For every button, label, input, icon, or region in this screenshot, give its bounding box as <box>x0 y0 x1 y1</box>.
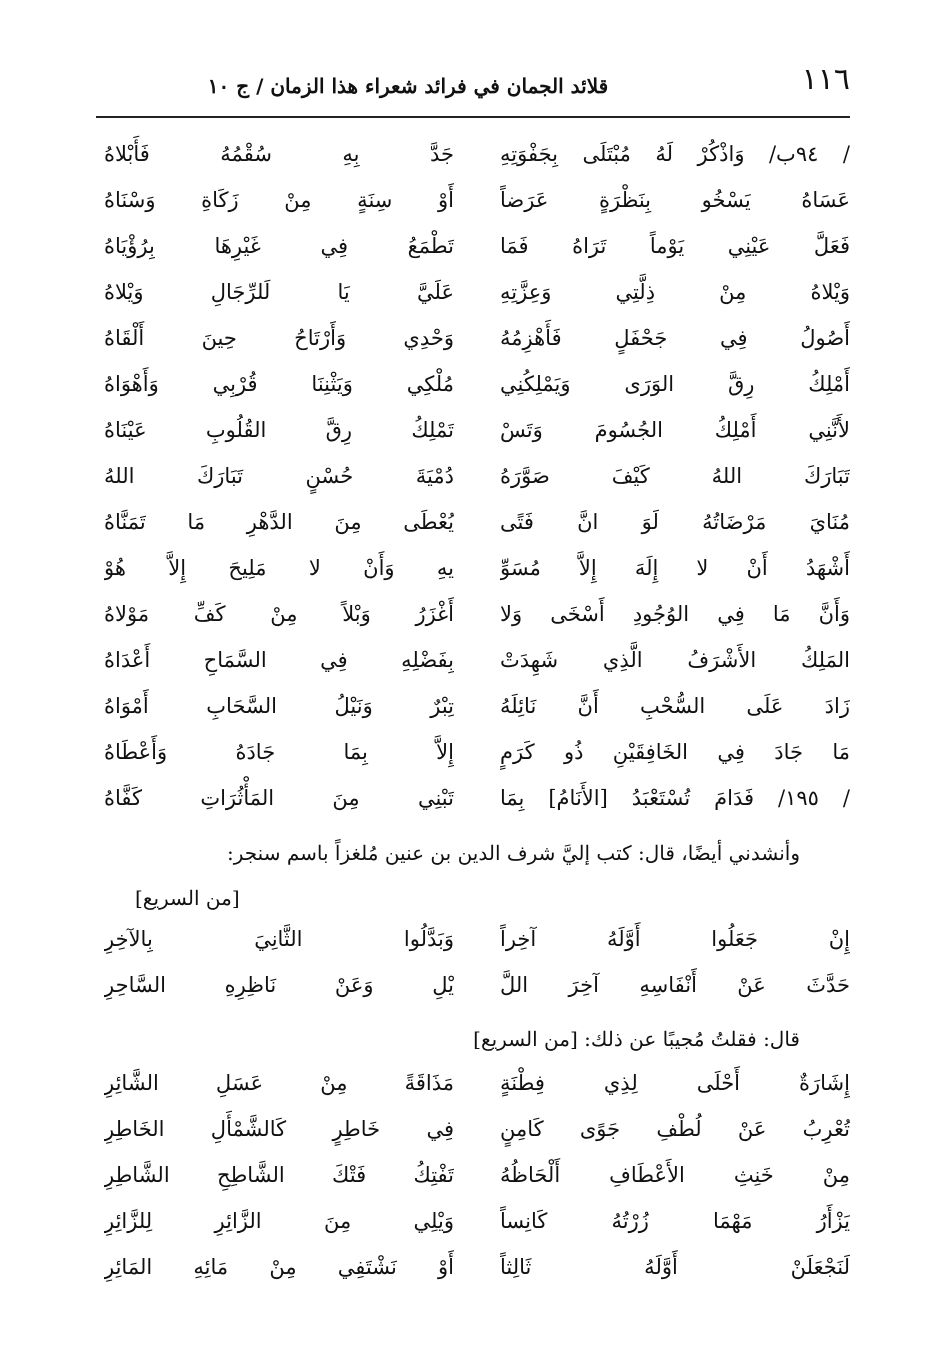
verse <box>96 916 850 962</box>
verse-second-hemistich: وَيْلِي مِنَ الزَّائِرِ لِلزَّائِرِ <box>104 1209 454 1233</box>
verse-first-hemistich: / ٩٤ب/ وَاذْكُرْ لَهُ مُبْتَلَى بِجَفْوَتِهِ <box>500 142 850 166</box>
verse <box>96 729 850 775</box>
verse <box>96 683 850 729</box>
verse-second-hemistich: بِفَضْلِهِ فِي السَّمَاحِ أَعْدَاهُ <box>104 648 454 672</box>
verse-first-hemistich: تُعْرِبُ عَنْ لُطْفِ جَوًى كَامِنٍ <box>500 1117 850 1141</box>
verse <box>96 1198 850 1244</box>
poem-2 <box>96 916 850 1008</box>
verse-second-hemistich: مُلْكِي وَيَثْنِنَا قُرْبِي وَأَهْوَاهُ <box>104 372 454 396</box>
poem-3 <box>96 1060 850 1290</box>
verse-second-hemistich: تَطْمَعُ فِي غَيْرِهَا بِرُؤْيَاهُ <box>104 234 454 258</box>
verse-second-hemistich: يُعْطَى مِنَ الدَّهْرِ مَا تَمَنَّاهُ <box>104 510 454 534</box>
verse <box>96 591 850 637</box>
verse-first-hemistich: لأَنَّنِي أَمْلِكُ الجُسُومَ وَتَسْ <box>500 418 850 442</box>
verse-first-hemistich: أَشْهَدُ أَنْ لا إِلَهَ إِلاَّ مُسَوِّ <box>500 556 850 580</box>
verse-second-hemistich: تَبْنِي مِنَ المَأْثُرَاتِ كَفَّاهُ <box>104 786 454 810</box>
page-header <box>96 60 850 116</box>
verse-second-hemistich: تِبْرٌ وَنَيْلُ السَّحَابِ أَمْوَاهُ <box>104 694 454 718</box>
meter-label: [من السريع] <box>473 1027 578 1051</box>
verse-first-hemistich: مَا جَادَ فِي الخَافِقَيْنِ ذُو كَرَمٍ <box>500 740 850 764</box>
verse-first-hemistich: وَيْلاهُ مِنْ ذِلَّتِي وَعِزَّتِهِ <box>500 280 850 304</box>
running-title: قلائد الجمان في فرائد شعراء هذا الزمان / ج ١٠ <box>207 74 609 98</box>
verse-first-hemistich: المَلِكُ الأَشْرَفُ الَّذِي شَهِدَتْ <box>500 648 850 672</box>
verse-first-hemistich: / ١٩٥/ فَدَامَ تُسْتَعْبَدُ [الأَنَامُ] بِمَا <box>500 786 850 810</box>
verse <box>96 315 850 361</box>
verse-second-hemistich: أَوْ سِنَةٍ مِنْ زَكَاةِ وَسْنَاهُ <box>104 188 454 212</box>
verse-first-hemistich: عَسَاهُ يَسْخُو بِنَظْرَةٍ عَرَضاً <box>500 188 850 212</box>
verse-second-hemistich: وَبَدَّلُوا الثَّانِيَ بِالآخِرِ <box>104 927 454 951</box>
verse-second-hemistich: إِلاَّ بِمَا جَادَهُ وَأَعْطَاهُ <box>104 740 454 764</box>
verse-second-hemistich: وَحْدِي وَأَرْتَاحُ حِينَ أَلْقَاهُ <box>104 326 454 350</box>
verse <box>96 407 850 453</box>
header-rule <box>96 116 850 118</box>
verse-second-hemistich: يْلِ وَعَنْ نَاظِرِهِ السَّاحِرِ <box>104 973 454 997</box>
verse-first-hemistich: أَصُولُ فِي جَحْفَلٍ فَأَهْزِمُهُ <box>500 326 850 350</box>
verse <box>96 545 850 591</box>
verse <box>96 499 850 545</box>
verse-second-hemistich: عَلَيَّ يَا لَلرِّجَالِ وَيْلاهُ <box>104 280 454 304</box>
verse-first-hemistich: حَدَّثَ عَنْ أَنْفَاسِهِ آخِرَ اللَّ <box>500 973 850 997</box>
intro-text: قال: فقلتُ مُجيبًا عن ذلك: <box>584 1027 800 1051</box>
intro-paragraph: وأنشدني أيضًا، قال: كتب إليَّ شرف الدين بن عنين مُلغزاً باسم سنجر: <box>226 841 800 865</box>
verse <box>96 223 850 269</box>
verse-second-hemistich: تَفْتِكُ فَتْكَ الشَّاطِحِ الشَّاطِرِ <box>104 1163 454 1187</box>
meter-label: [من السريع] <box>135 886 240 910</box>
verse-first-hemistich: أَمْلِكُ رِقَّ الوَرَى وَيَمْلِكُنِي <box>500 372 850 396</box>
poem-1 <box>96 131 850 821</box>
verse <box>96 361 850 407</box>
verse <box>96 1152 850 1198</box>
verse-second-hemistich: دُمْيَةَ حُسْنٍ تَبَارَكَ اللهُ <box>104 464 454 488</box>
verse <box>96 269 850 315</box>
verse-second-hemistich: يهِ وَأَنْ لا مَلِيحَ إِلاَّ هُوْ <box>104 556 454 580</box>
verse-second-hemistich: أَغْزَرُ وَبْلاً مِنْ كَفِّ مَوْلاهُ <box>104 602 454 626</box>
verse-second-hemistich: مَذَاقَةً مِنْ عَسَلِ الشَّائِرِ <box>104 1071 454 1095</box>
verse-second-hemistich: جَدَّ بِهِ سُقْمُهُ فَأَبْلاهُ <box>104 142 454 166</box>
verse-first-hemistich: إِشَارَةٌ أَحْلَى لِذِي فِطْنَةٍ <box>500 1071 850 1095</box>
verse-first-hemistich: فَعَلَّ عَيْنِي يَوْماً تَرَاهُ فَمَا <box>500 234 850 258</box>
verse <box>96 453 850 499</box>
verse <box>96 177 850 223</box>
verse-second-hemistich: فِي خَاطِرٍ كَالشَّمْأَلِ الخَاطِرِ <box>104 1117 454 1141</box>
intro-paragraph-3 <box>96 1024 850 1054</box>
verse-first-hemistich: يَزْأَرُ مَهْمَا زُرْتُهُ كَانِساً <box>500 1209 850 1233</box>
verse-first-hemistich: زَادَ عَلَى السُّحْبِ أَنَّ نَائِلَهُ <box>500 694 850 718</box>
verse-first-hemistich: إِنْ جَعَلُوا أَوَّلَهُ آخِراً <box>500 927 850 951</box>
verse-first-hemistich: مِنْ خَنِثِ الأَعْطَافِ أَلْحَاظُهُ <box>500 1163 850 1187</box>
verse <box>96 775 850 821</box>
page-number: ١١٦ <box>801 62 850 97</box>
verse <box>96 1106 850 1152</box>
verse <box>96 1060 850 1106</box>
verse <box>96 131 850 177</box>
verse-first-hemistich: وَأَنَّ مَا فِي الوُجُودِ أَسْخَى وَلا <box>500 602 850 626</box>
verse-first-hemistich: مُنَايَ مَرْضَاتُهُ لَوَ انَّ فَتًى <box>500 510 850 534</box>
verse <box>96 1244 850 1290</box>
verse-second-hemistich: تَمْلِكُ رِقَّ القُلُوبِ عَيْنَاهُ <box>104 418 454 442</box>
verse-first-hemistich: تَبَارَكَ اللهُ كَيْفَ صَوَّرَهُ <box>500 464 850 488</box>
verse-second-hemistich: أَوْ نَشْتَفِي مِنْ مَائِهِ المَائِرِ <box>104 1255 454 1279</box>
verse <box>96 637 850 683</box>
verse-first-hemistich: لَنَجْعَلَنْ أَوَّلَهُ ثَالِثاً <box>500 1255 850 1279</box>
verse <box>96 962 850 1008</box>
